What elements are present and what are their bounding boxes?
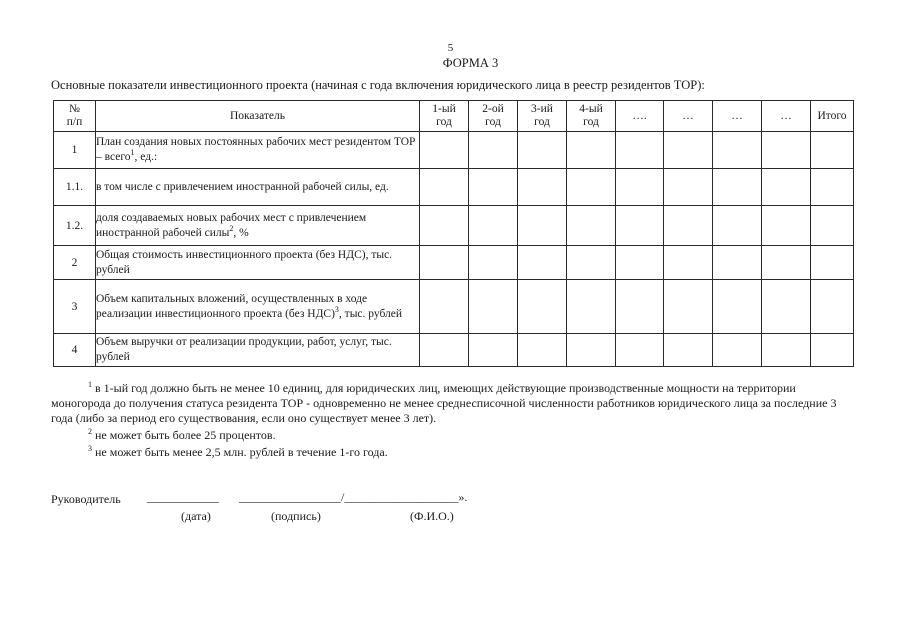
signature-line: _________________/___________________». xyxy=(239,490,468,504)
table-row xyxy=(54,206,854,246)
row-number: 2 xyxy=(54,246,96,280)
value-cell xyxy=(616,334,664,367)
row-number: 3 xyxy=(54,280,96,334)
fio-caption: (Ф.И.О.) xyxy=(410,509,454,523)
header-indicator: Показатель xyxy=(96,101,420,132)
value-cell xyxy=(567,280,616,334)
header-year-2: 2-ой год xyxy=(469,101,518,132)
row-number: 1.2. xyxy=(54,206,96,246)
row-indicator: в том числе с привлечением иностранной рабочей силы, ед. xyxy=(96,169,420,206)
value-cell xyxy=(420,280,469,334)
value-cell xyxy=(664,280,713,334)
value-cell xyxy=(567,206,616,246)
header-ellipsis-2: … xyxy=(664,101,713,132)
value-cell xyxy=(762,206,811,246)
value-cell xyxy=(713,246,762,280)
value-cell xyxy=(420,206,469,246)
row-indicator: Общая стоимость инвестиционного проекта (без НДС), тыс. рублей xyxy=(96,246,420,280)
header-year-3: 3-ий год xyxy=(518,101,567,132)
value-cell xyxy=(616,280,664,334)
row-number: 1.1. xyxy=(54,169,96,206)
value-cell xyxy=(469,334,518,367)
value-cell xyxy=(762,280,811,334)
row-number: 4 xyxy=(54,334,96,367)
page-number: 5 xyxy=(447,42,454,54)
value-cell xyxy=(518,334,567,367)
value-cell xyxy=(664,334,713,367)
header-year-4: 4-ый год xyxy=(567,101,616,132)
value-cell xyxy=(616,169,664,206)
value-cell xyxy=(567,334,616,367)
footnotes xyxy=(51,381,851,460)
value-cell xyxy=(811,280,854,334)
value-cell xyxy=(811,206,854,246)
value-cell xyxy=(664,169,713,206)
header-ellipsis-4: … xyxy=(762,101,811,132)
indicators-table xyxy=(53,100,854,367)
value-cell xyxy=(420,169,469,206)
date-caption: (дата) xyxy=(181,509,211,523)
value-cell xyxy=(664,132,713,169)
signature-label: Руководитель xyxy=(51,492,121,506)
value-cell xyxy=(567,169,616,206)
value-cell xyxy=(713,132,762,169)
value-cell xyxy=(616,246,664,280)
value-cell xyxy=(518,132,567,169)
header-row xyxy=(54,101,854,132)
footnote-1: $^1$ в 1-ый год должно быть не менее 10 единиц, для юридических лиц, имеющих действующие производственные мощности на территории моногорода до получения статуса резидента ТОР - одновременно не менее среднесписочной численности работников юридического лица за последние 3 года (либо за период его существования, если оно существует менее 3 лет). xyxy=(51,380,837,425)
value-cell xyxy=(420,132,469,169)
footnote-2: $^2$ не может быть более 25 процентов. xyxy=(88,427,276,442)
value-cell xyxy=(762,169,811,206)
value-cell xyxy=(469,246,518,280)
footnote-3: $^3$ не может быть менее 2,5 млн. рублей в течение 1-го года. xyxy=(88,444,388,459)
value-cell xyxy=(811,334,854,367)
value-cell xyxy=(713,169,762,206)
table-row xyxy=(54,246,854,280)
header-total: Итого xyxy=(811,101,854,132)
value-cell xyxy=(518,246,567,280)
value-cell xyxy=(616,206,664,246)
value-cell xyxy=(518,280,567,334)
form-title: ФОРМА 3 xyxy=(442,56,499,70)
value-cell xyxy=(567,132,616,169)
header-ellipsis-1: …. xyxy=(616,101,664,132)
header-ellipsis-3: … xyxy=(713,101,762,132)
value-cell xyxy=(811,132,854,169)
table-row xyxy=(54,132,854,169)
table-caption: Основные показатели инвестиционного проекта (начиная с года включения юридического лица в реестр резидентов ТОР): xyxy=(51,78,705,92)
row-indicator: Объем капитальных вложений, осуществленных в ходе реализации инвестиционного проекта (без НДС)$^3$, тыс. рублей xyxy=(96,280,420,334)
row-indicator: доля создаваемых новых рабочих мест с привлечением иностранной рабочей силы$^2$, % xyxy=(96,206,420,246)
row-indicator: Объем выручки от реализации продукции, работ, услуг, тыс. рублей xyxy=(96,334,420,367)
value-cell xyxy=(420,334,469,367)
value-cell xyxy=(664,246,713,280)
value-cell xyxy=(469,206,518,246)
signature-caption: (подпись) xyxy=(271,509,321,523)
table-row xyxy=(54,169,854,206)
value-cell xyxy=(616,132,664,169)
row-indicator: План создания новых постоянных рабочих мест резидентом ТОР – всего$^1$, ед.: xyxy=(96,132,420,169)
value-cell xyxy=(762,132,811,169)
value-cell xyxy=(762,334,811,367)
value-cell xyxy=(713,334,762,367)
value-cell xyxy=(713,206,762,246)
value-cell xyxy=(469,280,518,334)
value-cell xyxy=(762,246,811,280)
value-cell xyxy=(469,132,518,169)
value-cell xyxy=(518,206,567,246)
value-cell xyxy=(713,280,762,334)
value-cell xyxy=(811,246,854,280)
value-cell xyxy=(420,246,469,280)
value-cell xyxy=(664,206,713,246)
value-cell xyxy=(518,169,567,206)
header-num: № п/п xyxy=(54,101,96,132)
value-cell xyxy=(567,246,616,280)
date-line: ____________ xyxy=(147,490,219,504)
value-cell xyxy=(811,169,854,206)
row-number: 1 xyxy=(54,132,96,169)
header-year-1: 1-ый год xyxy=(420,101,469,132)
table-row xyxy=(54,334,854,367)
value-cell xyxy=(469,169,518,206)
table-row xyxy=(54,280,854,334)
